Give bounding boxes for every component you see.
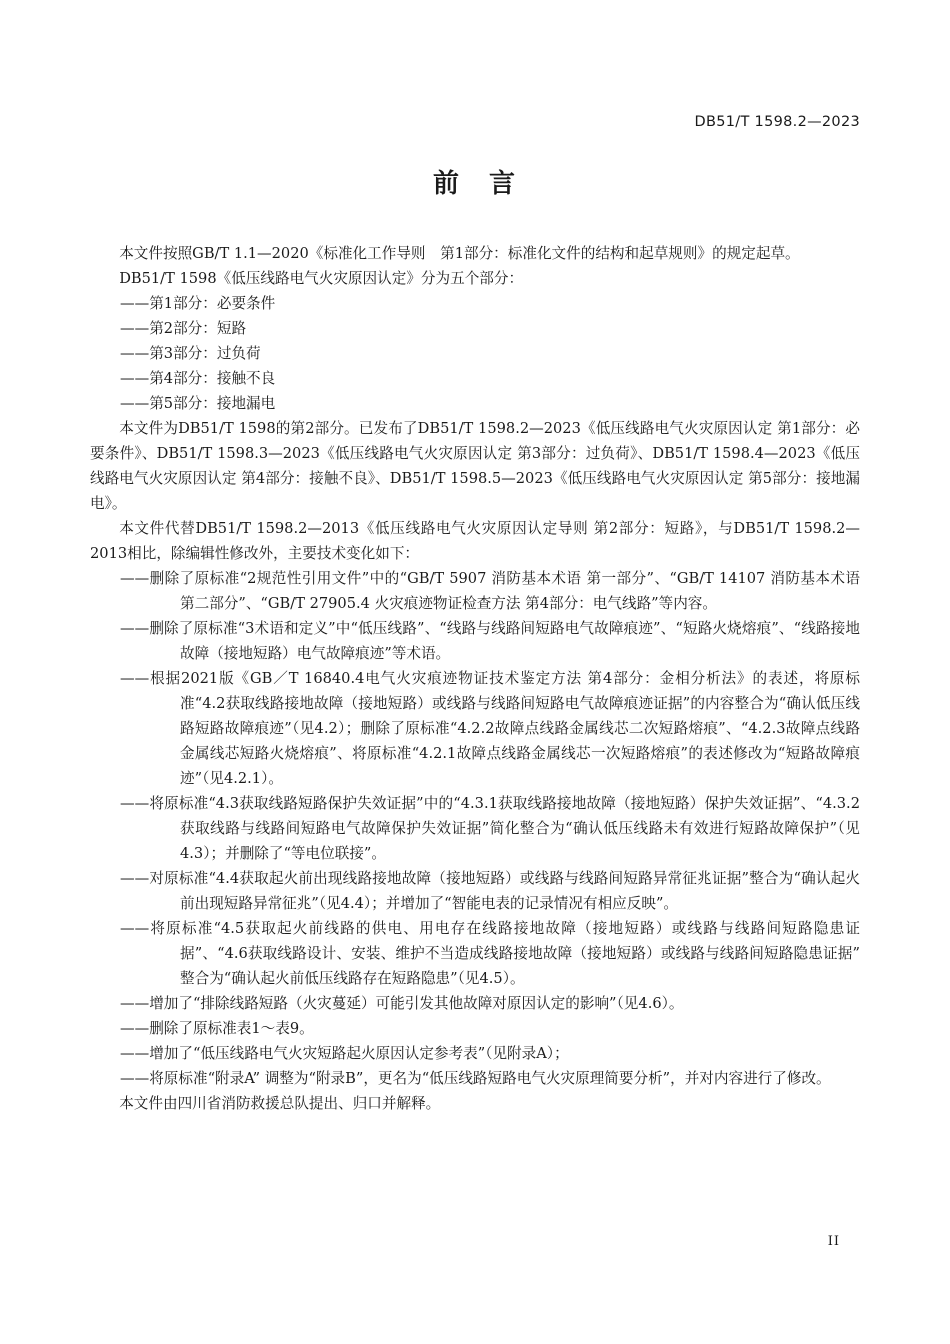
list-item: ——第1部分：必要条件 <box>120 295 276 312</box>
document-body <box>90 241 875 1116</box>
list-item: ——对原标准“4.4获取起火前出现线路接地故障（接地短路）或线路与线路间短路异常征兆证据”整合为“确认起火前出现短路异常征兆”（见4.4）；并增加了“智能电表的记录情况有相应反映”。 <box>120 870 860 912</box>
list-item: ——删除了原标准“2规范性引用文件”中的“GB/T 5907 消防基本术语 第一部分”、“GB/T 14107 消防基本术语 第二部分”、“GB/T 27905.4 火灾痕迹物证检查方法 第4部分：电气线路”等内容。 <box>120 570 860 612</box>
paragraph: 本文件为DB51/T 1598的第2部分。已发布了DB51/T 1598.2—2023《低压线路电气火灾原因认定 第1部分：必要条件》、DB51/T 1598.3—2023《低压线路电气火灾原因认定 第3部分：过负荷》、DB51/T 1598.4—2023《低压线路电气火灾原因认定 第4部分：接触不良》、DB51/T 1598.5—2023《低压线路电气火灾原因认定 第5部分：接地漏电》。 <box>90 420 860 512</box>
list-item: ——增加了“排除线路短路（火灾蔓延）可能引发其他故障对原因认定的影响”（见4.6）。 <box>120 995 684 1012</box>
paragraph: DB51/T 1598《低压线路电气火灾原因认定》分为五个部分： <box>119 270 524 287</box>
page-number: II <box>827 1234 840 1249</box>
paragraph: 本文件代替DB51/T 1598.2—2013《低压线路电气火灾原因认定导则 第2部分：短路》，与DB51/T 1598.2—2013相比，除编辑性修改外，主要技术变化如下： <box>90 520 860 562</box>
page-title: 前 言 <box>432 169 517 199</box>
document-id: DB51/T 1598.2—2023 <box>694 114 860 130</box>
list-item: ——删除了原标准表1～表9。 <box>120 1020 314 1037</box>
list-item: ——第4部分：接触不良 <box>120 370 276 387</box>
paragraph: 本文件按照GB/T 1.1—2020《标准化工作导则 第1部分：标准化文件的结构和起草规则》的规定起草。 <box>119 245 800 262</box>
list-item: ——将原标准“附录A” 调整为“附录B”，更名为“低压线路短路电气火灾原理简要分析”，并对内容进行了修改。 <box>120 1070 831 1087</box>
list-item: ——删除了原标准“3术语和定义”中“低压线路”、“线路与线路间短路电气故障痕迹”、“短路火烧熔痕”、“线路接地故障（接地短路）电气故障痕迹”等术语。 <box>120 620 860 662</box>
list-item: ——根据2021版《GB／T 16840.4电气火灾痕迹物证技术鉴定方法 第4部分：金相分析法》的表述，将原标准“4.2获取线路接地故障（接地短路）或线路与线路间短路电气故障痕迹证据”的内容整合为“确认低压线路短路故障痕迹”（见4.2）；删除了原标准“4.2.2故障点线路金属线芯二次短路熔痕”、“4.2.3故障点线路金属线芯短路火烧熔痕”、将原标准“4.2.1故障点线路金属线芯一次短路熔痕”的表述修改为“短路故障痕迹”（见4.2.1）。 <box>120 670 860 787</box>
paragraph: 本文件由四川省消防救援总队提出、归口并解释。 <box>119 1095 441 1112</box>
list-item: ——增加了“低压线路电气火灾短路起火原因认定参考表”（见附录A）； <box>120 1045 569 1062</box>
list-item: ——第5部分：接地漏电 <box>120 395 276 412</box>
list-item: ——将原标准“4.3获取线路短路保护失效证据”中的“4.3.1获取线路接地故障（接地短路）保护失效证据”、“4.3.2获取线路与线路间短路电气故障保护失效证据”简化整合为“确认低压线路未有效进行短路故障保护”（见4.3）；并删除了“等电位联接”。 <box>120 795 860 862</box>
list-item: ——将原标准“4.5获取起火前线路的供电、用电存在线路接地故障（接地短路）或线路与线路间短路隐患证据”、“4.6获取线路设计、安装、维护不当造成线路接地故障（接地短路）或线路与线路间短路隐患证据” 整合为“确认起火前低压线路存在短路隐患”（见4.5）。 <box>120 920 875 987</box>
list-item: ——第2部分：短路 <box>120 320 247 337</box>
list-item: ——第3部分：过负荷 <box>120 345 261 362</box>
